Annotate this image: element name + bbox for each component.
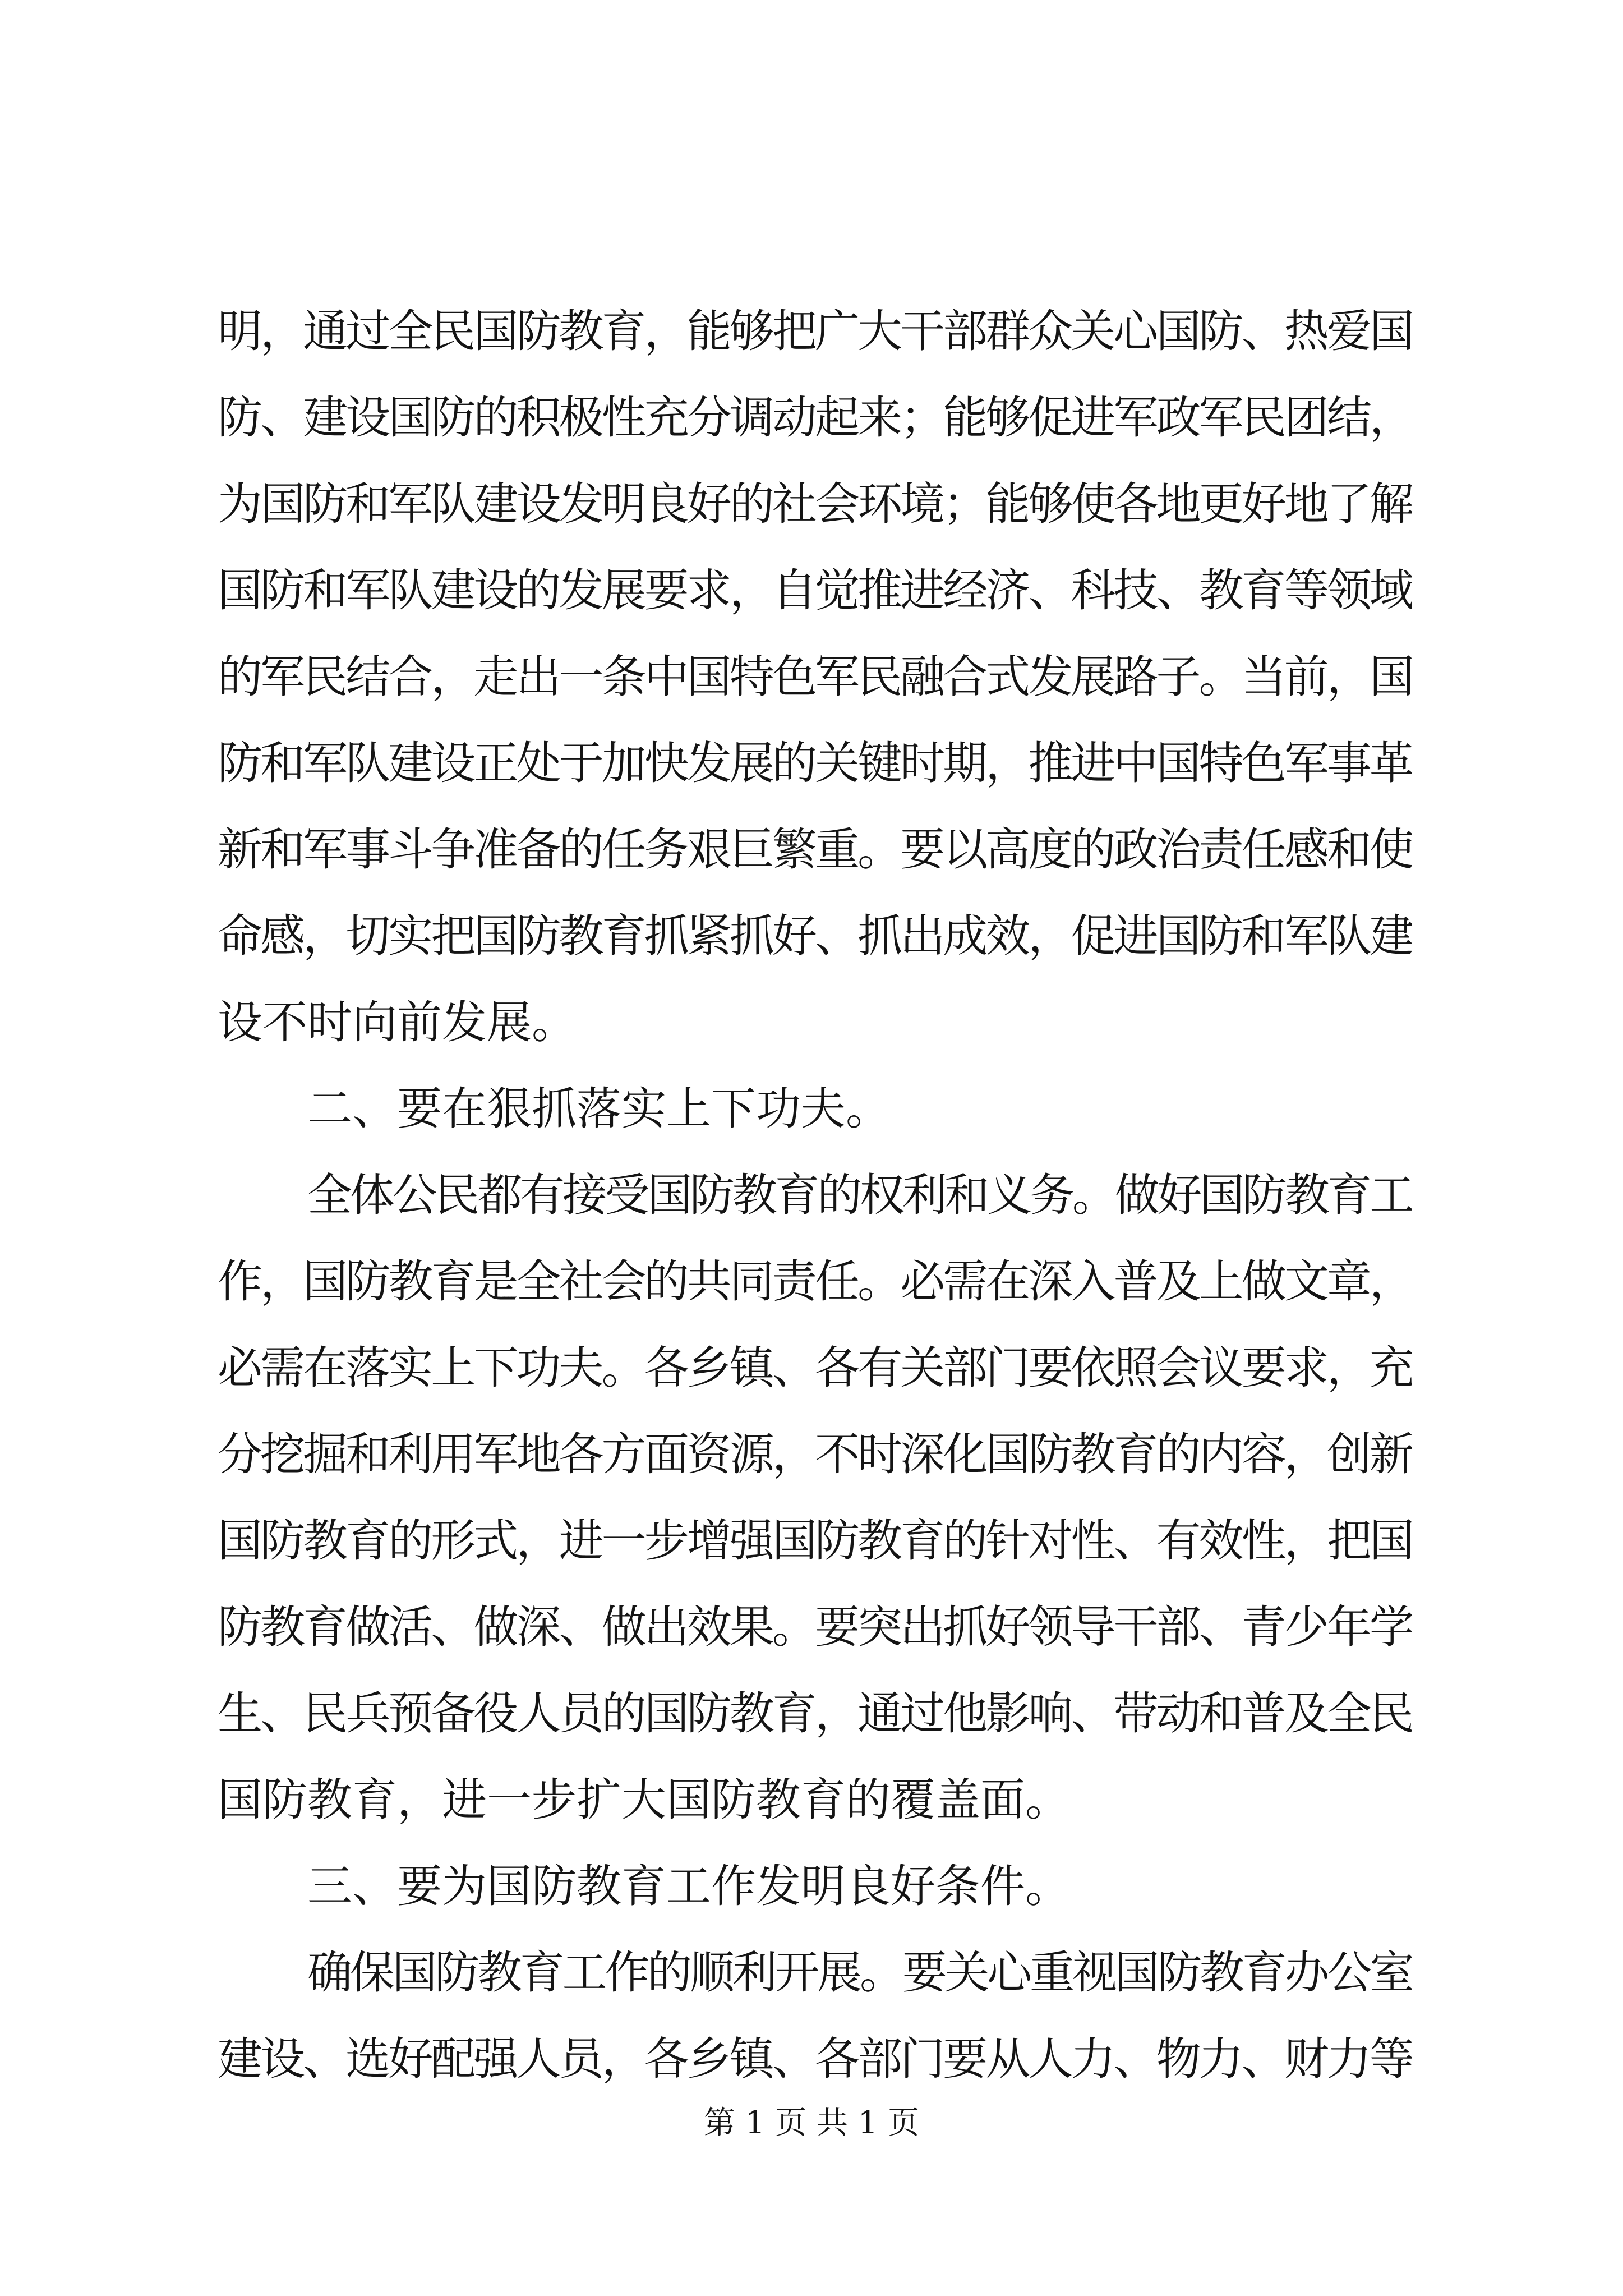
text-line: 国防和军队建设的发展要求，自觉推进经济、科技、教育等领域 xyxy=(218,564,1412,616)
text-line: 作，国防教育是全社会的共同责任。必需在深入普及上做文章， xyxy=(218,1255,1412,1308)
text-line: 防、建设国防的积极性充分调动起来；能够促进军政军民团结， xyxy=(218,392,1412,444)
text-line: 建设、选好配强人员，各乡镇、各部门要从人力、物力、财力等 xyxy=(218,2033,1412,2085)
text-line: 新和军事斗争准备的任务艰巨繁重。要以高度的政治责任感和使 xyxy=(218,823,1412,876)
document-body xyxy=(218,288,1412,2102)
text-line: 分挖掘和利用军地各方面资源，不时深化国防教育的内容，创新 xyxy=(218,1428,1412,1480)
text-line: 二、要在狠抓落实上下功夫。 xyxy=(307,1083,891,1135)
page-footer: 第 1 页 共 1 页 xyxy=(703,2105,920,2141)
text-line: 必需在落实上下功夫。各乡镇、各有关部门要依照会议要求，充 xyxy=(218,1342,1412,1394)
text-line: 确保国防教育工作的顺利开展。要关心重视国防教育办公室 xyxy=(307,1947,1412,1999)
text-line: 设不时向前发展。 xyxy=(218,996,577,1048)
text-line: 的军民结合，走出一条中国特色军民融合式发展路子。当前，国 xyxy=(218,651,1412,703)
text-line: 三、要为国防教育工作发明良好条件。 xyxy=(307,1860,1070,1912)
text-line: 命感，切实把国防教育抓紧抓好、抓出成效，促进国防和军队建 xyxy=(218,910,1412,962)
text-line: 国防教育，进一步扩大国防教育的覆盖面。 xyxy=(218,1774,1070,1826)
text-line: 为国防和军队建设发明良好的社会环境；能够使各地更好地了解 xyxy=(218,478,1412,530)
text-line: 明，通过全民国防教育，能够把广大干部群众关心国防、热爱国 xyxy=(218,305,1412,357)
text-line: 防教育做活、做深、做出效果。要突出抓好领导干部、青少年学 xyxy=(218,1601,1412,1653)
text-line: 防和军队建设正处于加快发展的关键时期，推进中国特色军事革 xyxy=(218,737,1412,789)
text-line: 全体公民都有接受国防教育的权利和义务。做好国防教育工 xyxy=(307,1169,1412,1221)
text-line: 国防教育的形式，进一步增强国防教育的针对性、有效性，把国 xyxy=(218,1515,1412,1567)
text-line: 生、民兵预备役人员的国防教育，通过他影响、带动和普及全民 xyxy=(218,1687,1412,1740)
